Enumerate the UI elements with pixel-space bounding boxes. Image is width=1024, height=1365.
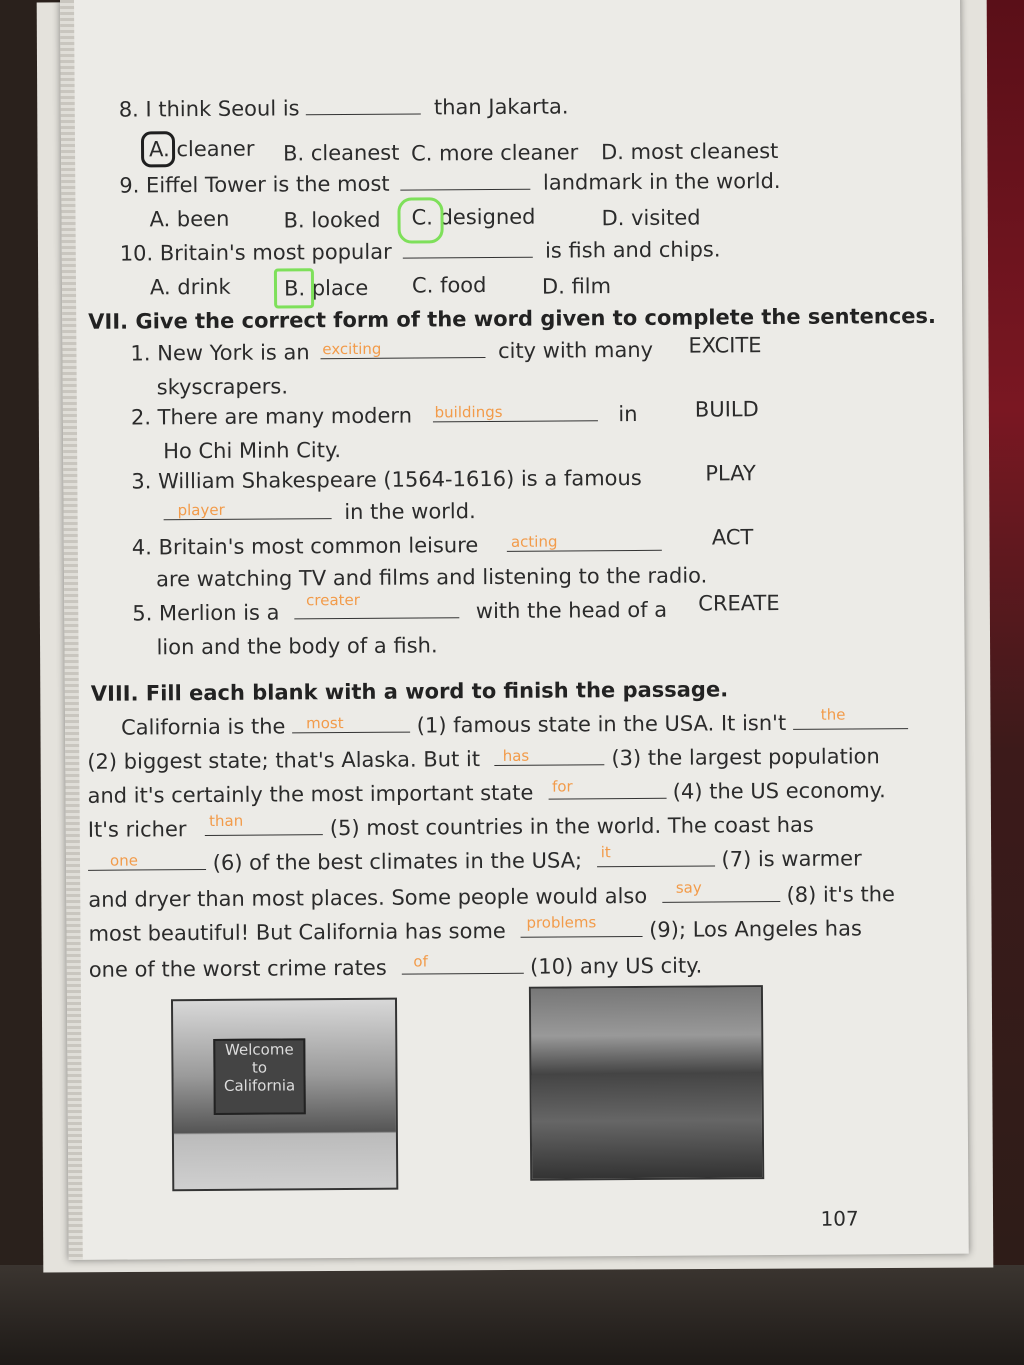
background-floor [0,1265,1024,1365]
answer-handwritten: than [209,811,244,830]
s7-item3-line2: player in the world. [164,501,476,524]
q8-option-d[interactable]: D. most cleanest [600,138,779,165]
answer-handwritten: acting [510,532,558,551]
q9-stem: 9. Eiffel Tower is the most landmark in the world. [119,168,781,198]
s8-line4: It's richer than (5) most countries in the world. The coast has [87,811,814,842]
s8-line8: one of the worst crime rates of (10) any US city. [88,952,703,982]
q10-option-d[interactable]: D. film [541,274,612,299]
answer-handwritten: player [177,500,225,520]
s7-item4-line1: 4. Britain's most common leisure acting [132,534,662,559]
s8-line2: (2) biggest state; that's Alaska. But it has (3) the largest population [87,744,880,774]
answer-handwritten: problems [526,913,597,932]
section8-heading: VIII. Fill each blank with a word to finish the passage. [90,677,729,706]
answer-handwritten: the [820,705,846,724]
s7-item4-word: ACT [711,525,754,550]
q9-option-b[interactable]: B. looked [283,207,381,233]
s8-line5: one (6) of the best climates in the USA; it (7) is warmer [88,848,862,874]
s7-item4-line2: are watching TV and films and listening to the radio. [155,563,708,592]
s8-line1: California is the most (1) famous state in the USA. It isn't the [121,712,908,738]
q9-option-d[interactable]: D. visited [601,205,701,231]
answer-handwritten: creater [306,590,360,610]
q9-option-c[interactable]: C. designed [411,204,536,230]
city-photo [529,985,764,1181]
s7-item1-word: EXCITE [688,333,762,358]
q10-option-b[interactable]: B. place [283,275,369,301]
answer-handwritten: exciting [322,339,382,359]
california-sign-photo [171,998,398,1192]
q8-option-a[interactable]: A. cleaner [148,136,255,162]
answer-circle-green [397,197,443,243]
section7-heading: VII. Give the correct form of the word given to complete the sentences. [88,303,937,334]
worksheet-page [60,0,969,1260]
s7-item2-line2: Ho Chi Minh City. [163,438,342,464]
s8-line6: and dryer than most places. Some people would also say (8) it's the [88,878,895,912]
answer-handwritten: for [551,777,573,796]
answer-box-green [274,268,314,308]
answer-handwritten: one [109,851,138,870]
q8-option-b[interactable]: B. cleanest [282,140,400,166]
answer-handwritten: it [600,843,611,862]
answer-handwritten: has [502,746,530,765]
q10-option-a[interactable]: A. drink [149,274,231,300]
answer-handwritten: buildings [434,402,503,422]
s7-item1-line1: 1. New York is an exciting city with many [130,337,654,366]
answer-handwritten: most [305,714,344,733]
answer-handwritten: say [675,878,702,897]
s8-line3: and it's certainly the most important state for (4) the US economy. [87,777,886,808]
s7-item5-line1: 5. Merlion is a creater with the head of a [132,590,668,626]
q9-option-a[interactable]: A. been [149,206,230,232]
s7-item1-line2: skyscrapers. [156,374,289,400]
s7-item2-word: BUILD [694,397,759,422]
answer-circle-mark [141,131,175,167]
welcome-sign: Welcome to California [213,1038,306,1115]
q8-stem: 8. I think Seoul is than Jakarta. [118,94,569,122]
s7-item3-word: PLAY [705,461,756,486]
q10-stem: 10. Britain's most popular is fish and chips. [119,237,721,266]
s7-item5-word: CREATE [698,590,780,616]
page-number: 107 [820,1206,859,1231]
s7-item2-line1: 2. There are many modern buildings in [130,401,638,430]
q10-option-c[interactable]: C. food [411,273,487,298]
s8-line7: most beautiful! But California has some problems (9); Los Angeles has [88,913,862,946]
answer-handwritten: of [413,952,428,971]
s7-item5-line2: lion and the body of a fish. [156,633,438,660]
s7-item3-line1: 3. William Shakespeare (1564-1616) is a famous [131,465,642,494]
q8-option-c[interactable]: C. more cleaner [410,140,579,166]
